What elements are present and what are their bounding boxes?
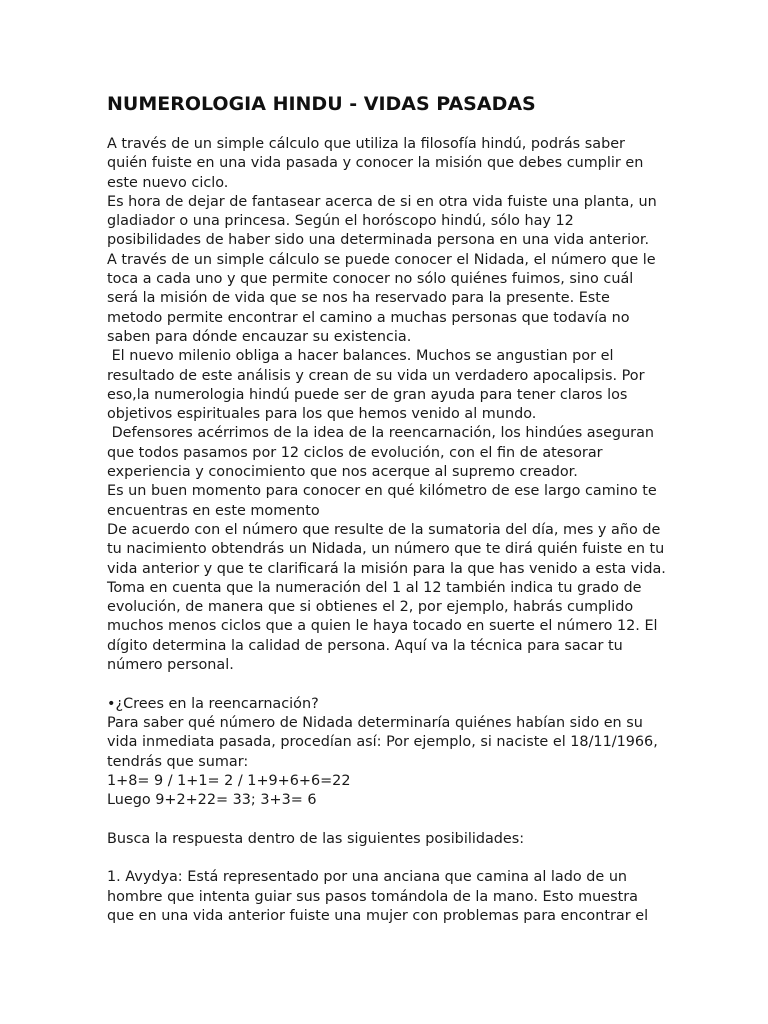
text-line: De acuerdo con el número que resulte de la sumatoria del día, mes y año de	[107, 521, 661, 538]
text-line: Defensores acérrimos de la idea de la reencarnación, los hindúes aseguran	[107, 425, 655, 442]
text-line: será la misión de vida que se nos ha reservado para la presente. Este	[107, 290, 610, 307]
text-line: posibilidades de haber sido una determinada persona en una vida anterior.	[107, 232, 650, 249]
text-line: metodo permite encontrar el camino a muchas personas que todavía no	[107, 309, 630, 326]
text-line: encuentras en este momento	[107, 502, 320, 519]
text-line: A través de un simple cálculo se puede conocer el Nidada, el número que le	[107, 251, 656, 268]
text-line: que en una vida anterior fuiste una mujer con problemas para encontrar el	[107, 907, 649, 924]
text-line: objetivos espirituales para los que hemos venido al mundo.	[107, 406, 537, 423]
text-line: Luego 9+2+22= 33; 3+3= 6	[107, 792, 317, 809]
text-line: que todos pasamos por 12 ciclos de evolución, con el fin de atesorar	[107, 444, 603, 461]
text-line: Es hora de dejar de fantasear acerca de si en otra vida fuiste una planta, un	[107, 193, 657, 210]
text-line: gladiador o una princesa. Según el horóscopo hindú, sólo hay 12	[107, 213, 574, 230]
text-line: Toma en cuenta que la numeración del 1 al 12 también indica tu grado de	[107, 579, 642, 596]
text-line: evolución, de manera que si obtienes el 2, por ejemplo, habrás cumplido	[107, 599, 634, 616]
text-line: este nuevo ciclo.	[107, 174, 229, 191]
text-line: experiencia y conocimiento que nos acerque al supremo creador.	[107, 464, 578, 481]
text-line: tu nacimiento obtendrás un Nidada, un número que te dirá quién fuiste en tu	[107, 541, 665, 558]
text-line: hombre que intenta guiar sus pasos tomándola de la mano. Esto muestra	[107, 888, 638, 905]
text-line: toca a cada uno y que permite conocer no sólo quiénes fuimos, sino cuál	[107, 271, 634, 288]
document-body	[107, 135, 667, 926]
text-line: muchos menos ciclos que a quien le haya tocado en suerte el número 12. El	[107, 618, 658, 635]
text-line: vida inmediata pasada, procedían así: Por ejemplo, si naciste el 18/11/1966,	[107, 734, 658, 751]
text-line: 1+8= 9 / 1+1= 2 / 1+9+6+6=22	[107, 772, 351, 789]
text-line: dígito determina la calidad de persona. Aquí va la técnica para sacar tu	[107, 637, 623, 654]
text-line: tendrás que sumar:	[107, 753, 249, 770]
blank-line	[107, 810, 667, 829]
blank-line	[107, 675, 667, 694]
text-line: resultado de este análisis y crean de su vida un verdadero apocalipsis. Por	[107, 367, 645, 384]
text-line: vida anterior y que te clarificará la misión para la que has venido a esta vida.	[107, 560, 666, 577]
text-line: Es un buen momento para conocer en qué kilómetro de ese largo camino te	[107, 483, 657, 500]
text-line: saben para dónde encauzar su existencia.	[107, 328, 412, 345]
text-line: quién fuiste en una vida pasada y conocer la misión que debes cumplir en	[107, 155, 644, 172]
text-line: El nuevo milenio obliga a hacer balances. Muchos se angustian por el	[107, 348, 614, 365]
text-line: A través de un simple cálculo que utiliza la filosofía hindú, podrás saber	[107, 136, 625, 152]
text-line: Busca la respuesta dentro de las siguientes posibilidades:	[107, 830, 525, 847]
text-line: •¿Crees en la reencarnación?	[107, 695, 319, 712]
text-line: número personal.	[107, 657, 234, 674]
document-title: NUMEROLOGIA HINDU - VIDAS PASADAS	[107, 93, 536, 115]
text-line: Para saber qué número de Nidada determinaría quiénes habían sido en su	[107, 714, 643, 731]
text-line: 1. Avydya: Está representado por una anciana que camina al lado de un	[107, 869, 628, 886]
text-line: eso,la numerologia hindú puede ser de gran ayuda para tener claros los	[107, 386, 628, 403]
blank-line	[107, 849, 667, 868]
